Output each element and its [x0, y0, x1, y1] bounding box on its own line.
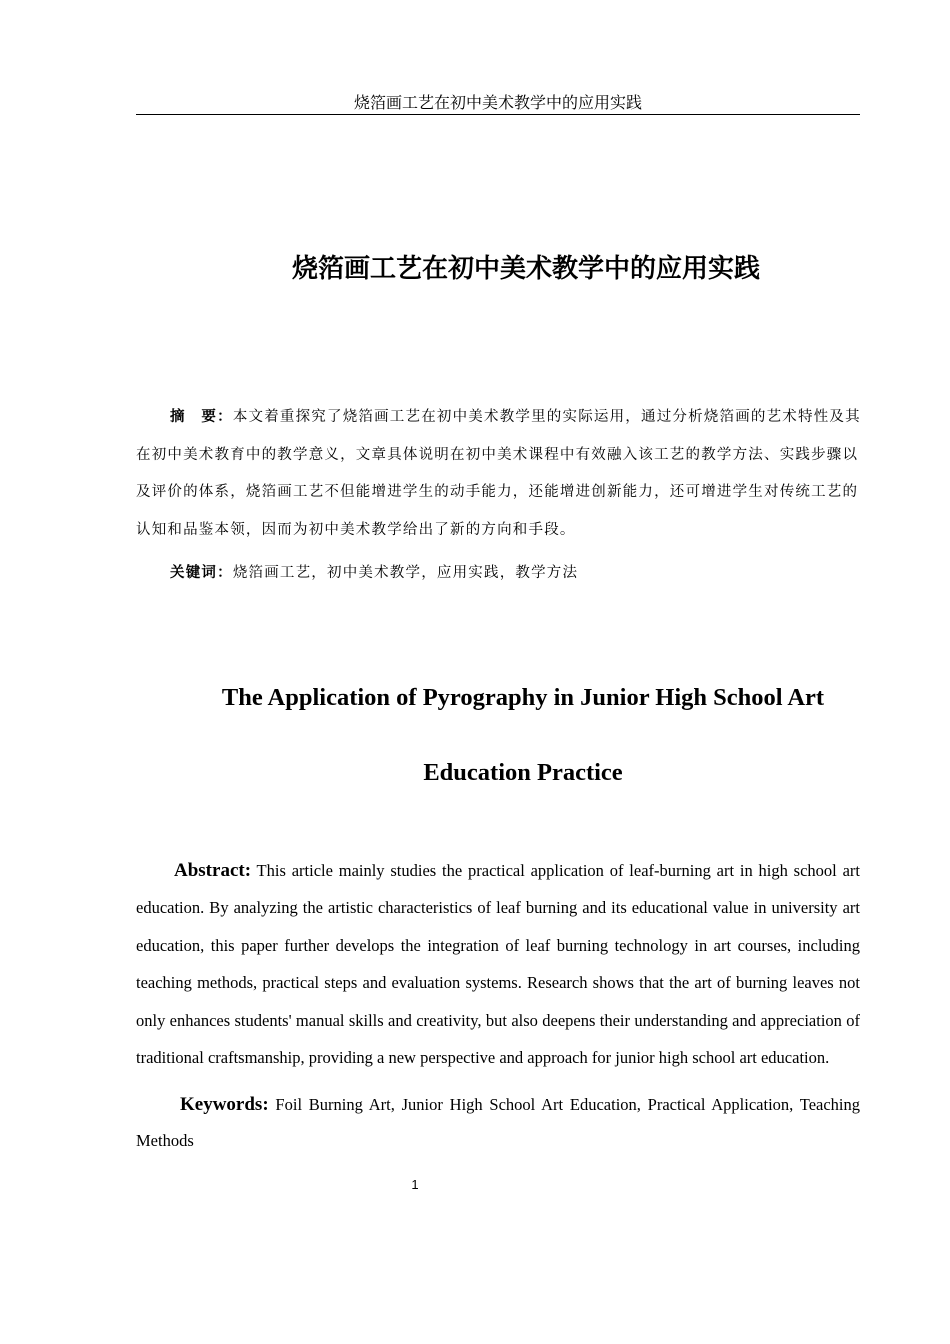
english-abstract-label: Abstract: — [174, 860, 252, 881]
english-keywords — [136, 1087, 860, 1159]
chinese-keywords-text: 烧箔画工艺，初中美术教学，应用实践，教学方法 — [232, 565, 579, 581]
chinese-title: 烧箔画工艺在初中美术教学中的应用实践 — [291, 254, 760, 284]
chinese-keywords — [136, 558, 868, 588]
page-number: 1 — [411, 1177, 419, 1192]
english-abstract — [136, 852, 860, 1076]
chinese-abstract — [136, 398, 868, 549]
english-title-line-2: Education Practice — [423, 759, 623, 786]
chinese-keywords-label: 关键词： — [170, 564, 233, 581]
chinese-abstract-label: 摘 要： — [170, 408, 233, 425]
english-title — [136, 660, 910, 810]
chinese-abstract-text: 本文着重探究了烧箔画工艺在初中美术教学里的实际运用，通过分析烧箔画的艺术特性及其在初中美术教育中的教学意义，文章具体说明在初中美术课程中有效融入该工艺的教学方法、实践步骤以及评价的体系，烧箔画工艺不但能增进学生的动手能力，还能增进创新能力，还可增进学生对传统工艺的认知和品鉴本领，因而为初中美术教学给出了新的方向和手段。 — [136, 409, 861, 538]
english-abstract-text: This article mainly studies the practical application of leaf-burning art in high school art education. By analyzing the artistic characteristics of leaf burning and its educational value in university art education, this paper further develops the integration of leaf burning technology in art courses, including teaching methods, practical steps and evaluation systems. Research shows that the art of burning leaves not only enhances students' manual skills and creativity, but also deepens their understanding and appreciation of traditional craftsmanship, providing a new perspective and approach for junior high school art education. — [136, 861, 860, 1068]
running-header — [136, 92, 860, 115]
english-title-line-1: The Application of Pyrography in Junior High School Art — [221, 684, 825, 711]
english-keywords-label: Keywords: — [180, 1094, 269, 1115]
english-keywords-text: Foil Burning Art, Junior High School Art Education, Practical Application, Teaching Methods — [136, 1095, 860, 1150]
running-header-title: 烧箔画工艺在初中美术教学中的应用实践 — [353, 93, 642, 112]
